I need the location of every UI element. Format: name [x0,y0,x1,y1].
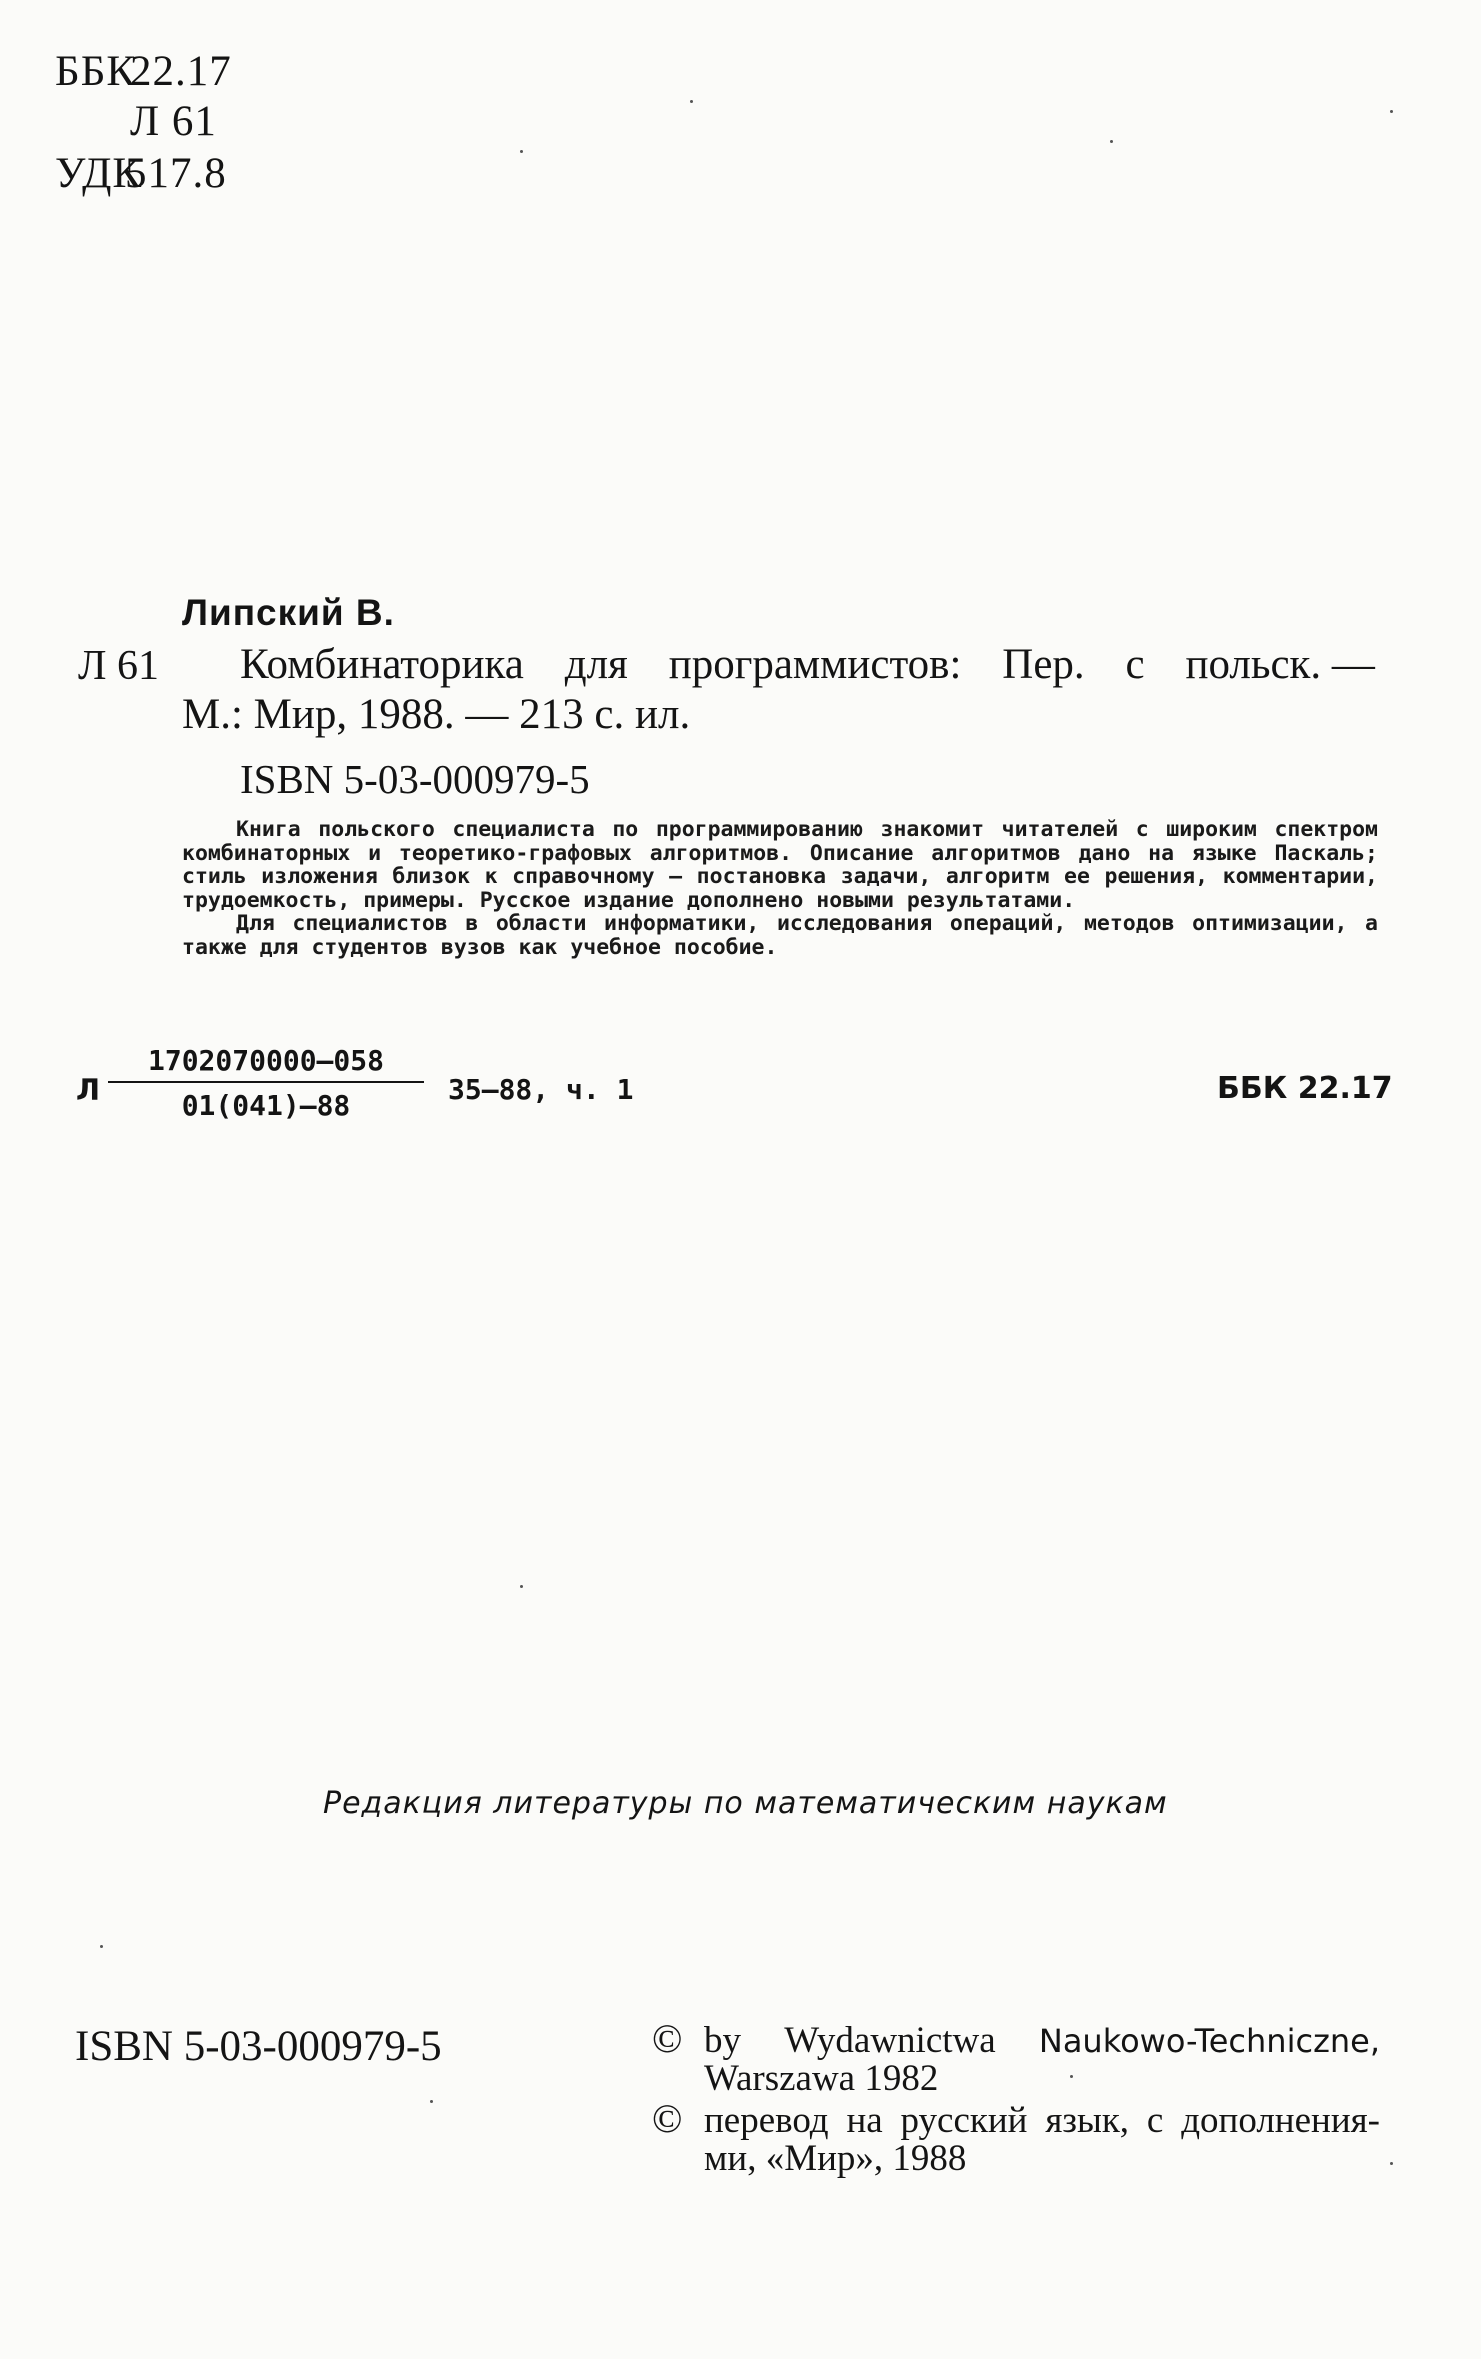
udk-code: 517.8 [125,150,227,197]
author: Липский В. [182,592,395,633]
title-line [240,640,1375,689]
copyright-word: на [846,2100,883,2141]
scan-speck [690,100,693,103]
index-denominator: 01(041)—88 [181,1089,351,1122]
copyright-line: ми, «Мир», 1988 [704,2138,967,2179]
scan-speck [1070,2075,1073,2078]
bbk-line [55,48,232,95]
annotation-paragraph: Книга польского специалиста по программированию знакомит читателей с широким спектром комбинаторных и теоретико-графовых алгоритмов. Описание алгоритмов дано на языке Паскаль; стиль изложения близок к справочному — постановка задачи, алгоритм ее решения, комментарии, трудоемкость, примеры. Русское издание дополнено новыми результатами. [182,817,1378,913]
title-word: для [564,641,628,688]
title-word: польск. — [1185,641,1375,688]
scan-speck [520,1585,523,1588]
title-word: Комбинаторика [240,641,524,688]
cutter-mark: Л 61 [130,98,217,145]
title-word: программистов: [668,641,962,688]
copyright-entry [652,2016,1380,2099]
copyright-word: Wydawnictwa [784,2020,996,2061]
imprint-line: М.: Мир, 1988. — 213 с. ил. [182,691,691,738]
scan-speck [430,2100,433,2103]
copyright-line [704,2102,1380,2140]
plan-number: 35—88, ч. 1 [448,1073,634,1106]
index-fraction [108,1044,424,1122]
card-cutter: Л 61 [78,643,159,689]
index-bbk: ББК 22.17 [1217,1071,1393,1106]
scan-speck [1390,110,1393,113]
copyright-line [704,2022,1380,2060]
scan-speck [1110,140,1113,143]
copyright-icon: © [652,2016,683,2061]
copyright-word: с [1146,2100,1164,2141]
editorial-office: Редакция литературы по математическим наукам [323,1786,1168,1821]
copyright-word: язык, [1045,2100,1130,2141]
copyright-entry [652,2096,1380,2179]
title-word: с [1125,641,1145,688]
copyright-line: Warszawa 1982 [704,2058,939,2099]
copyright-word: by [704,2020,741,2061]
bbk-code: 22.17 [130,48,232,95]
footer-isbn: ISBN 5-03-000979-5 [75,2023,442,2070]
copyright-block [652,2016,1380,2179]
index-numerator: 1702070000—058 [108,1044,424,1083]
scan-speck [520,150,523,153]
copyright-word: перевод [704,2100,829,2141]
bbk-label: ББК [55,48,137,95]
copyright-word: дополнения- [1181,2100,1380,2141]
index-prefix: Л [76,1073,101,1107]
copyright-icon: © [652,2096,683,2141]
copyright-word: русский [900,2100,1028,2141]
scan-speck [1390,2162,1393,2165]
copyright-word: Naukowo-Techniczne, [1038,2022,1380,2060]
card-isbn: ISBN 5-03-000979-5 [240,756,590,802]
annotation [182,818,1378,959]
title-word: Пер. [1002,641,1085,688]
udk-label: УДК [55,150,143,197]
udk-line [55,150,227,197]
scan-speck [100,1945,103,1948]
annotation-paragraph: Для специалистов в области информатики, исследования операций, методов оптимизации, а также для студентов вузов как учебное пособие. [182,911,1378,960]
